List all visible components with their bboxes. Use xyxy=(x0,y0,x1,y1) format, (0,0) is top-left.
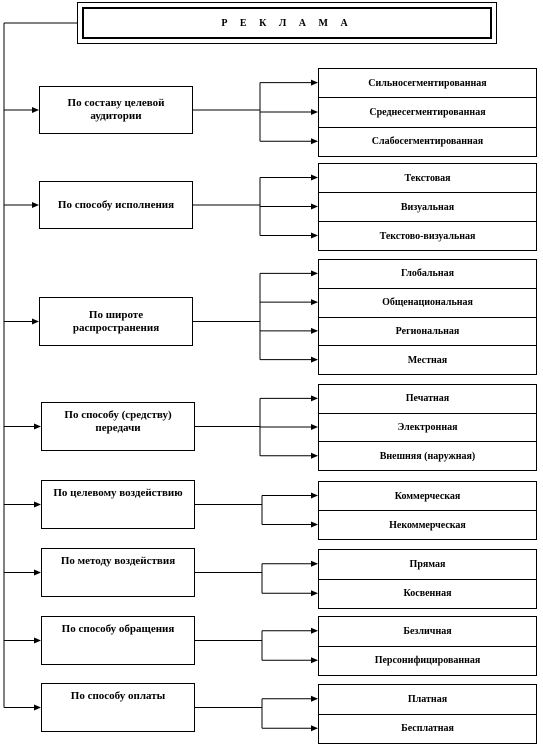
subtype-box: Общенациональная xyxy=(318,288,537,318)
diagram-title: Р Е К Л А М А xyxy=(221,17,353,29)
spine-branch-arrow xyxy=(34,638,41,644)
subtype-arrow xyxy=(311,270,318,276)
subtype-box: Платная xyxy=(318,684,537,715)
subtype-box: Некоммерческая xyxy=(318,510,537,540)
spine-branch-arrow xyxy=(32,107,39,113)
subtype-arrow xyxy=(311,299,318,305)
spine-branch-arrow xyxy=(34,502,41,508)
subtype-box: Глобальная xyxy=(318,259,537,289)
subtype-box: Местная xyxy=(318,345,537,375)
category-box: По целевому воздействию xyxy=(41,480,195,529)
subtype-box: Среднесегментированная xyxy=(318,97,537,127)
subtype-box: Печатная xyxy=(318,384,537,414)
subtype-box: Региональная xyxy=(318,317,537,347)
subtype-arrow xyxy=(311,696,318,702)
subtype-arrow xyxy=(311,80,318,86)
category-box: По способу оплаты xyxy=(41,683,195,732)
subtype-arrow xyxy=(311,424,318,430)
subtype-box: Сильносегментированная xyxy=(318,68,537,98)
subtype-box: Слабосегментированная xyxy=(318,127,537,157)
subtype-box: Электронная xyxy=(318,413,537,443)
subtype-arrow xyxy=(311,453,318,459)
subtype-box: Прямая xyxy=(318,549,537,580)
subtype-arrow xyxy=(311,628,318,634)
subtype-arrow xyxy=(311,657,318,663)
subtype-box: Текстово-визуальная xyxy=(318,221,537,251)
category-box: По способу обращения xyxy=(41,616,195,665)
subtype-arrow xyxy=(311,109,318,115)
subtype-arrow xyxy=(311,522,318,528)
category-box: По составу целевой аудитории xyxy=(39,86,193,134)
spine-branch-arrow xyxy=(32,202,39,208)
subtype-box: Безличная xyxy=(318,616,537,647)
subtype-box: Текстовая xyxy=(318,163,537,193)
subtype-arrow xyxy=(311,357,318,363)
subtype-box: Косвенная xyxy=(318,579,537,610)
subtype-box: Персонифицированная xyxy=(318,646,537,677)
spine-branch-arrow xyxy=(32,319,39,325)
subtype-box: Коммерческая xyxy=(318,481,537,511)
category-box: По широте распространения xyxy=(39,297,193,346)
subtype-arrow xyxy=(311,395,318,401)
category-box: По методу воздействия xyxy=(41,548,195,597)
subtype-arrow xyxy=(311,233,318,239)
subtype-box: Визуальная xyxy=(318,192,537,222)
subtype-arrow xyxy=(311,590,318,596)
subtype-arrow xyxy=(311,725,318,731)
subtype-arrow xyxy=(311,175,318,181)
subtype-box: Внешняя (наружная) xyxy=(318,441,537,471)
subtype-arrow xyxy=(311,138,318,144)
subtype-arrow xyxy=(311,561,318,567)
category-box: По способу исполнения xyxy=(39,181,193,229)
subtype-arrow xyxy=(311,204,318,210)
spine-branch-arrow xyxy=(34,705,41,711)
subtype-box: Бесплатная xyxy=(318,714,537,745)
subtype-arrow xyxy=(311,493,318,499)
category-box: По способу (средству) передачи xyxy=(41,402,195,451)
subtype-arrow xyxy=(311,328,318,334)
spine-branch-arrow xyxy=(34,570,41,576)
spine-branch-arrow xyxy=(34,424,41,430)
